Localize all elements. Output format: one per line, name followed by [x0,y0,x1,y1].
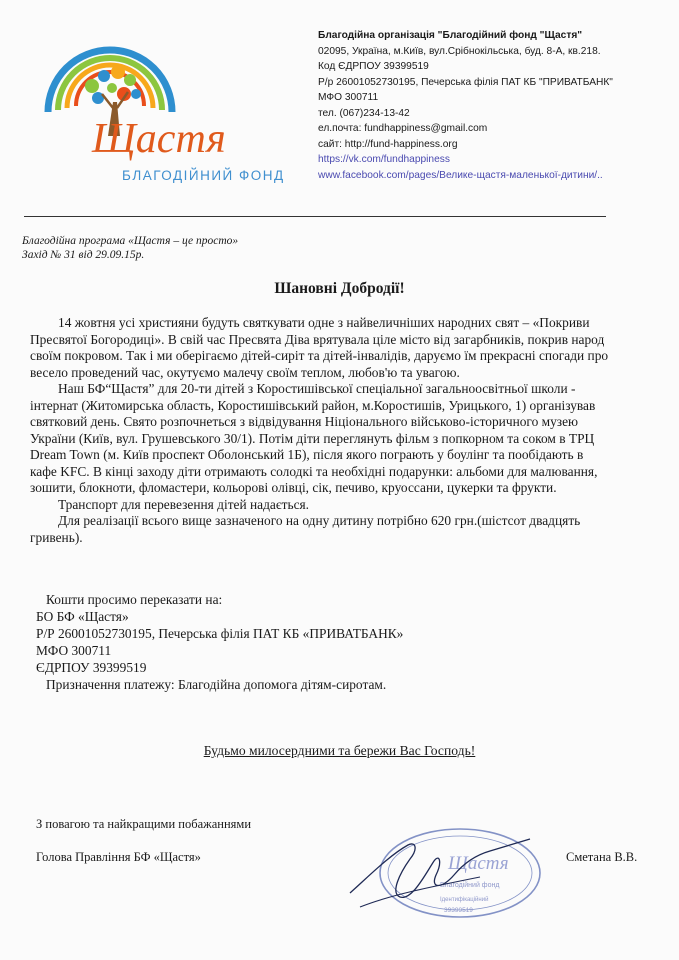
org-facebook-link: www.facebook.com/pages/Велике-щастя-маленької-дитини/.. [318,169,603,181]
letter-title: Шановні Добродії! [274,280,405,297]
stamp-line-2: Ідентифікаційний [440,897,489,903]
logo-name: Щастя [92,116,226,162]
payment-mfo: МФО 300711 [36,643,112,658]
logo-subtitle: БЛАГОДІЙНИЙ ФОНД [122,168,285,183]
letter-body [30,315,610,546]
stamp-line-1: Благодійний фонд [440,882,500,889]
blessing-text: Будьмо милосердними та бережи Вас Господь! [203,743,476,758]
blessing-line [0,743,679,759]
payment-details [36,591,403,693]
header-divider [24,216,606,217]
stamp-signature [330,815,570,935]
org-vk-link: https://vk.com/fundhappiness [318,154,450,165]
org-site: сайт: http://fund-happiness.org [318,138,458,150]
stamp-code: 39399519 [444,907,473,914]
payment-account: Р/Р 26001052730195, Печерська філія ПАТ КБ «ПРИВАТБАНК» [36,626,404,641]
org-edrpou: Код ЄДРПОУ 39399519 [318,61,429,72]
signer-name: Сметана В.В. [566,850,638,864]
paragraph-3: Транспорт для перевезення дітей надається. [58,496,310,512]
payment-edrpou: ЄДРПОУ 39399519 [36,660,147,675]
org-address: 02095, Україна, м.Київ, вул.Срібнокільська, буд. 8-А, кв.218. [318,45,601,57]
stamp-name: Щастя [448,853,509,874]
stamp-icon [380,829,540,917]
org-name: Благодійна організація "Благодійний фонд "Щастя" [318,30,583,41]
regards-text: З повагою та найкращими побажаннями [36,817,252,831]
fund-logo [20,24,290,199]
org-phone: тел. (067)234-13-42 [318,107,410,119]
org-account: Р/р 26001052730195, Печерська філія ПАТ КБ "ПРИВАТБАНК" [318,76,613,88]
org-details [318,28,668,183]
paragraph-2: Наш БФ“Щастя” для 20-ти дітей з Коростишівської спеціальної загальноосвітньої школи - інтернат (Житомирська область, Коростишівський район, м.Коростишів, Урицького, 1) організував святковий день. Свято розпочнеться з відвідування Ніціонального військово-історичного музею України (Київ, вул. Грушевського 30/1). Потім діти переглянуть фільм з попкорном та соком в ТРЦ Dream Town (м. Київ проспект Оболонський 1Б), після якого пограють у боулінг та пообідають в кафе KFC. В кінці заходу діти отримають солодкі та необхідні подарунки: альбоми для малювання, зошити, блокноти, фломастери, кольорові олівці, сік, печиво, круоссани, цукерки та фрукти. [30,381,598,495]
event-number: Захід № 31 від 29.09.15р. [22,249,145,261]
program-info [22,234,238,262]
program-name: Благодійна програма «Щастя – це просто» [22,235,239,247]
org-email: ел.почта: fundhappiness@gmail.com [318,123,488,134]
paragraph-4: Для реалізації всього вище зазначеного на одну дитину потрібно 620 грн.(шістсот двадцять гривень). [30,513,581,545]
payment-org: БО БФ «Щастя» [36,609,129,624]
payment-purpose: Призначення платежу: Благодійна допомога дітям-сиротам. [46,677,387,692]
signer-position: Голова Правління БФ «Щастя» [36,850,201,864]
payment-intro: Кошти просимо переказати на: [46,592,223,607]
paragraph-1: 14 жовтня усі християни будуть святкувати одне з найвеличніших народних свят – «Покриви Пресвятої Богородиці». В свій час Пресвята Діва врятувала ціле місто від загарбників, покрив народ своїм покровом. Так і ми оберігаємо дітей-сиріт та дітей-інвалідів, даруємо їм прекрасні спогади про весело проведений час, окутуємо малечу своїм теплом, любов'ю та увагою. [30,315,609,380]
org-mfo: МФО 300711 [318,92,379,103]
